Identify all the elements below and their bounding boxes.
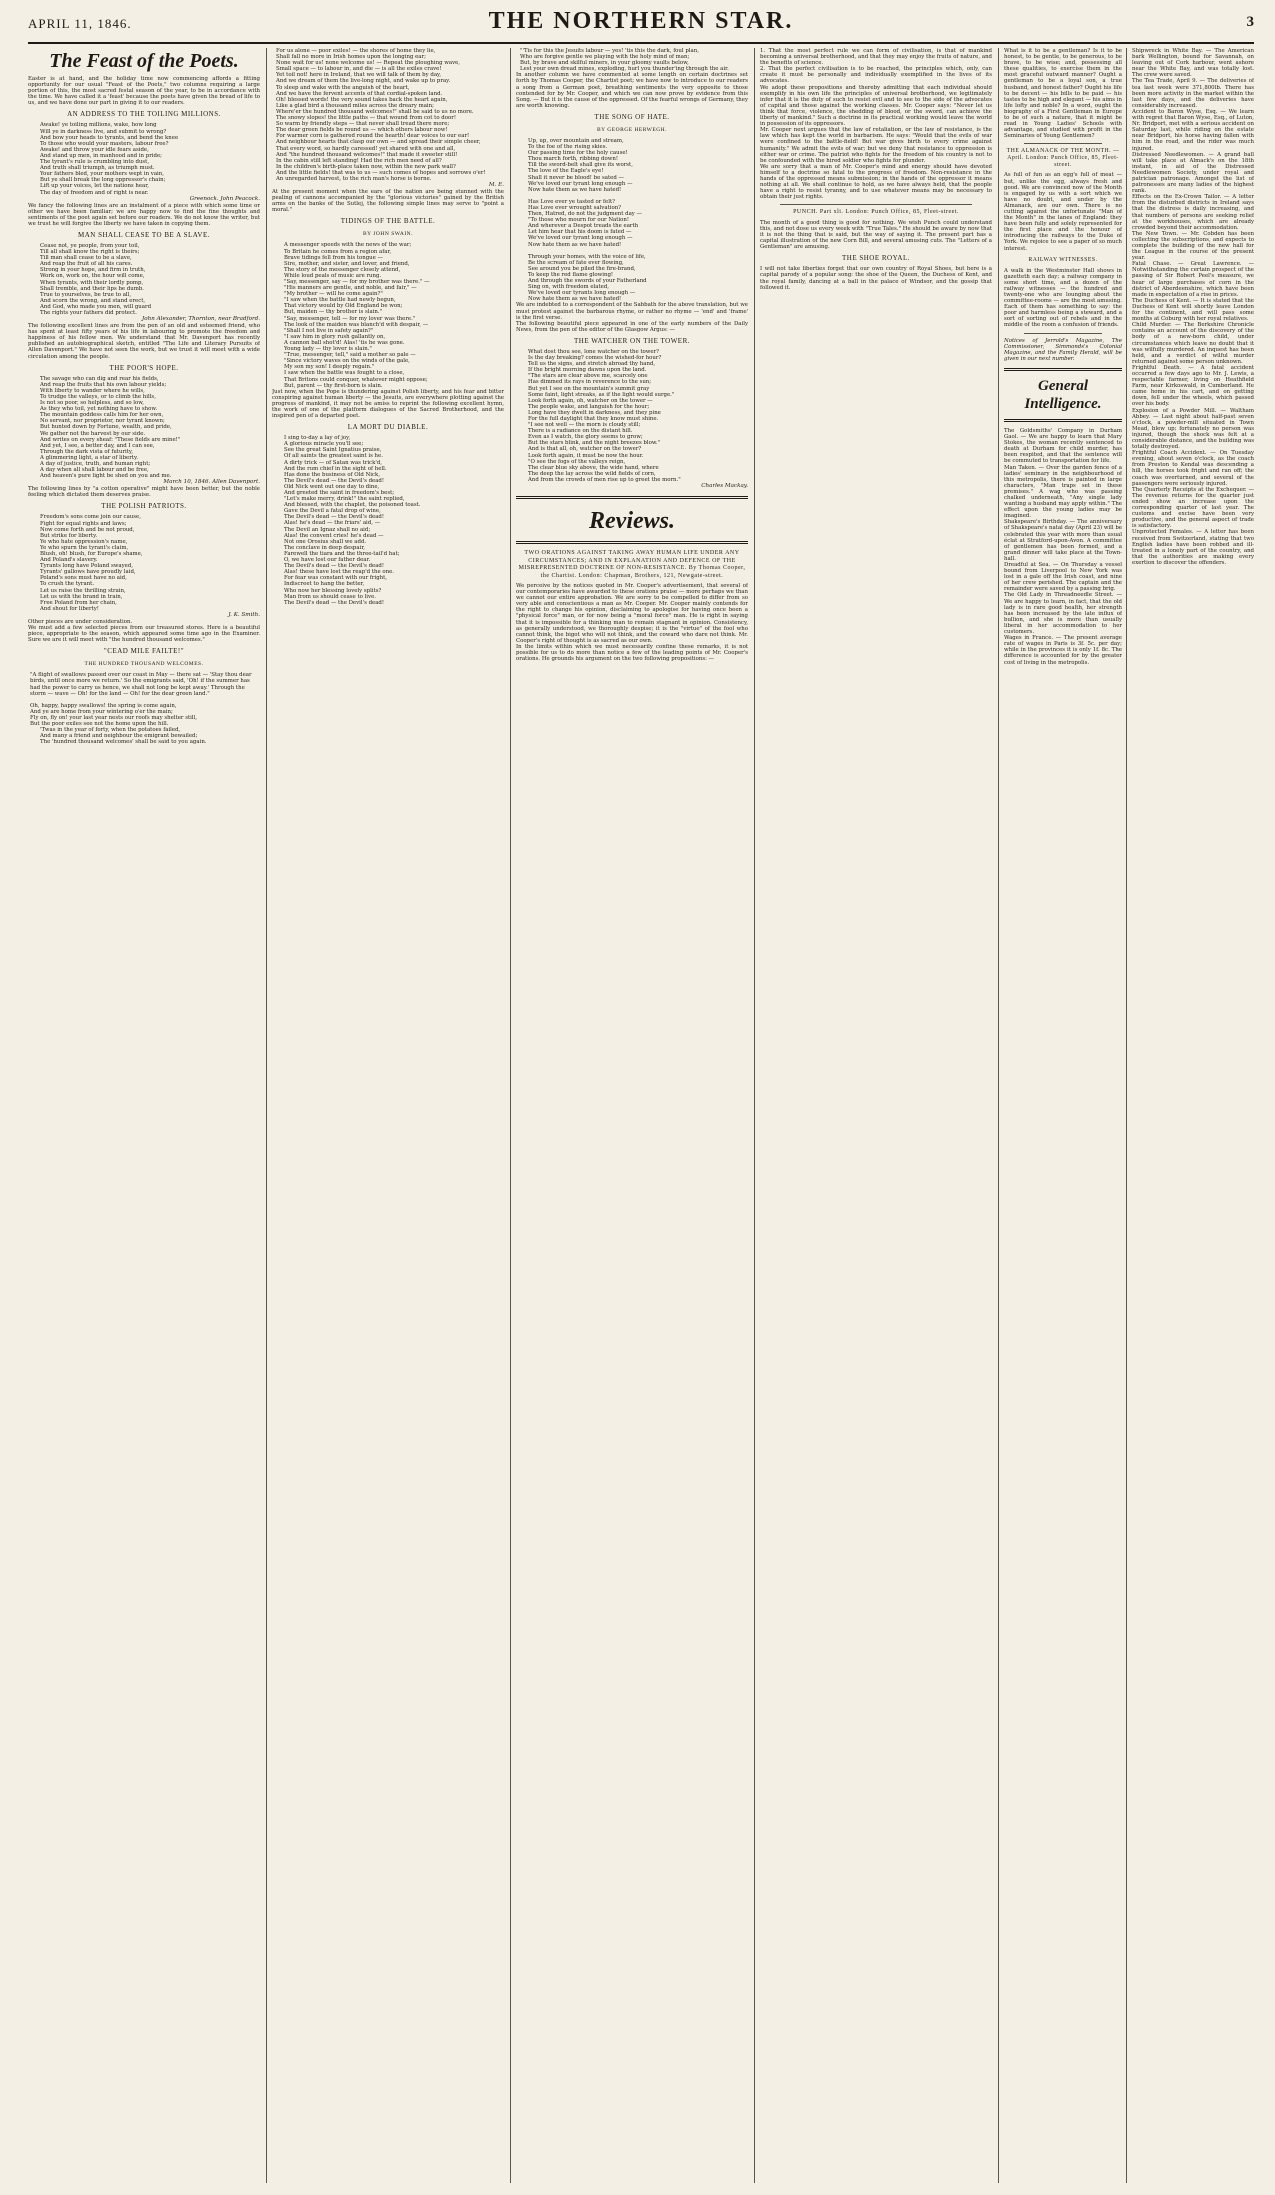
review-title: PUNCH. Part xli. London: Punch Office, 85, Fleet-street. bbox=[793, 209, 959, 216]
review-paragraph: The month of a good thing is good for nothing. We wish Punch could understand this, and not dose us every week with "True Tales." He should be aware by now that it is not the thing that is said, but the way of saying it. The present part has a capital illustration of the new Corn Bill, and several amusing cuts. The "Letters of a Gentleman" are amusing. bbox=[760, 219, 992, 251]
poem-title: LA MORT DU DIABLE. bbox=[347, 423, 429, 432]
poem-text: Up, up, over mountain and stream, To the foe of the rising skies. Our passing time for the holy cause! Thou march forth, ribbing down! Till the sword-belt shall give its worst, The love of the Eagle's eye! Shall it never be blood! be sated — We've loved our tyrant long enough — Now hate them as we have hated! Has Love ever ye tasted or felt? Has Love ever wrought salvation? Then, Hatred, do not the judgment day — "To those who mourn for our Nation! And wherever a Despot treads the earth Let him hear that his doom is fated — We've loved our tyrant long enough — Now hate them as we have hated! Through your homes, with the voice of life, Be the scream of fate ever flowing, See around you be piled the fire-brand, To keep the red flame glowing! And through the swords of your Fatherland Sing on, with freedom elated, We've loved our tyrants long enough — Now hate them as we have hated! bbox=[528, 137, 647, 303]
notice-paragraph: Notices of Jerrold's Magazine, The Commissioner, Simmonds's Colonial Magazine, and the Family Herald, will be given in our next number. bbox=[1004, 337, 1122, 362]
section-heading-feast-of-poets: The Feast of the Poets. bbox=[49, 50, 239, 72]
editorial-paragraph: At the present moment when the ears of the nation are being stunned with the pealing of cannons accompanied by the "glorious victories" gained by the British arms on the banks of the Sutlej, the following simple lines may serve to "point a moral." bbox=[272, 189, 504, 214]
poem-signature: John Alexander, Thornton, near Bradford. bbox=[142, 316, 260, 323]
news-item: The New Town. — Mr. Cobden has been collecting the subscriptions, and expects to complete the building of the new hall for the League in the course of the present year. bbox=[1132, 230, 1254, 262]
news-item: Accident to Baron Wyse, Esq. — We learn with regret that Baron Wyse, Esq., of Luton, Nr. Bridport, met with a serious accident on Saturday last, while riding on the estate near Bridport, his horse having fallen with him in the road, and the rider was much injured. bbox=[1132, 108, 1254, 152]
editorial-paragraph: In another column we have commented at some length on certain doctrines set forth by Thomas Cooper, the Chartist poet; we have now to introduce to our readers a song from a German poet, breathing sentiments the very opposite to those contended for by Mr. Cooper, and which we can now prove by evidence from this Song. — But it is the cause of the oppressed. Of the fearful wrongs of Germany, they are worth knowing. bbox=[516, 72, 748, 109]
news-item: Child Murder. — The Berkshire Chronicle contains an account of the discovery of the body of a new-born child, under circumstances which leave no doubt that it was wilfully murdered. An inquest has been held, and a verdict of wilful murder returned against some person unknown. bbox=[1132, 322, 1254, 365]
editorial-paragraph: The following excellent lines are from the pen of an old and esteemed friend, who has spent at least fifty years of his life in labouring to promote the freedom and happiness of his fellow men. We understand that Mr. Davenport has recently published an autobiographical sketch, entitled "The Life and Literary Pursuits of Allen Davenport." We have not seen the work, but we trust it will meet with a wide circulation among the people. bbox=[28, 323, 260, 360]
poem-subtitle: BY JOHN SWAIN. bbox=[362, 231, 414, 238]
section-heading-general-intelligence: General Intelligence. bbox=[1024, 377, 1102, 412]
news-item: Unprotected Females. — A letter has been received from Switzerland, stating that two English ladies have been robbed and ill-treated in a lonely part of the country, and that the authorities are making every exertion to discover the offenders. bbox=[1132, 529, 1254, 566]
feast-intro: Easter is at hand, and the holiday time now commencing affords a fitting opportunity for our usual "Feast of the Poets," two columns requiring a large portion of this, the most sacred festal season of the year, to be in accordance with the time. We have called it a 'feast' because the poets have given the bread of life to us, and we have done our part in giving it to our readers. bbox=[28, 76, 260, 107]
column-3 bbox=[516, 48, 748, 2180]
editorial-paragraph: Just now, when the Pope is thundering against Polish liberty, and his fear and bitter conspiring against human liberty — the Jesuits, are everywhere plotting against the progress of mankind, it may not be amiss to reprint the following excellent hymn, the work of one of the platform dialogues of the Sacred Brotherhood, and the inspired pen of a departed poet. bbox=[272, 388, 504, 420]
news-item: Effects on the Ex-Crown Tailor. — A letter from the disturbed districts in Ireland says that the distress is daily increasing, and that numbers of persons are seeking relief at the workhouses, which are already crowded beyond their accommodation. bbox=[1132, 194, 1254, 231]
masthead-rule bbox=[28, 42, 1254, 44]
poem-text: "'Tis for this the Jesuits labour — yes! 'tis this the dark, foul plan, Who are forgive gentle we playing with the holy mind of man; But, by brave and skilful miners, in your gloomy vaults below, Lest your own dread mines, exploding, hurl you thunder'ing through the air. bbox=[520, 48, 729, 73]
review-paragraph: In the limits within which we must necessarily confine these remarks, it is not possible for us to do more than notice a few of the leading points of Mr. Cooper's orations. He grounds his argument on the two following propositions: — bbox=[516, 643, 748, 663]
poem-signature: Charles Mackay. bbox=[701, 483, 748, 489]
section-rule bbox=[1004, 419, 1122, 422]
news-item: The Goldsmiths' Company in Durham Gaol. — We are happy to learn that Mary Stokes, the woman recently sentenced to death at Durham for child murder, has been respited, and that the sentence will be commuted to transportation for life. bbox=[1004, 427, 1122, 465]
column-6 bbox=[1132, 48, 1254, 2180]
poem-title: TIDINGS OF THE BATTLE. bbox=[340, 217, 436, 226]
editorial-paragraph: We are indebted to a correspondent of the Sabbath for the above translation, but we must protest against the barbarous rhyme, or rather no rhyme — 'end' and 'frame' is the first verse. bbox=[516, 302, 748, 321]
poem-text: Cease not, ye people, from your toil, Till all shall know the right is theirs; Till man shall cease to be a slave, And reap the fruit of all his cares. Strong in your hope, and firm in truth, Work on, work on, the hour will come, When tyrants, with their lordly pomp, Shall tremble, and their lips be dumb. True to yourselves, be true to all, And scorn the wrong, and stand erect, And God, who made you men, will guard The rights your fathers did protect. bbox=[40, 242, 152, 316]
poem-signature: M. E. bbox=[488, 182, 504, 189]
review-title: RAILWAY WITNESSES. bbox=[1028, 256, 1098, 263]
poem-subtitle: THE HUNDRED THOUSAND WELCOMES. bbox=[84, 661, 204, 668]
poem-text: "A flight of swallows passed over our coast in May — there sat — 'Stay thou dear birds, until once more we return.' So the emigrants said, 'Oh! if the summer has had the power to carry us hence, we shall not long be kept away.' Through the storm — wave — Oh! for the land — Oh! for the dear green land." Oh, happy, happy swallows! the spring is come again, And ye are home from your wintering o'er the main; Fly on, fly on! your last year nests our roofs may shelter still, But the poor exiles see not the home upon the hill. bbox=[30, 672, 252, 728]
poem-title: THE SONG OF HATE. bbox=[594, 112, 670, 121]
news-item: Distressed Needlewomen. — A grand ball will take place at Almack's on the 18th instant, in aid of the Distressed Needlewomen Society, under royal and patrician patronage. Amongst the list of patronesses are many ladies of the highest rank. bbox=[1132, 151, 1254, 195]
review-paragraph: I will not take liberties forget that our own country of Royal Shoes, but here is a capital parody of a popular song: the shoe of the Queen, the Duchess of Kent, and the royal family, dancing at a ball in the palace of Windsor, and the gossip that followed it. bbox=[760, 266, 992, 291]
news-item: Shakspeare's Birthday. — The anniversary of Shakspeare's natal day (April 23) will be celebrated this year with more than usual éclat at Stratford-upon-Avon. A committee of gentlemen has been formed, and a grand dinner will take place at the Town-hall. bbox=[1004, 519, 1122, 562]
news-item: The Old Lady in Threadneedle Street. — We are happy to learn, in fact, that the old lady is in rare good health, her strength has been increased by the late influx of bullion, and she is more than usually liberal in her accommodation to her customers. bbox=[1004, 592, 1122, 636]
review-paragraph: We perceive by the notices quoted in Mr. Cooper's advertisement, that several of our contemporaries have awarded to these orations praise — more perhaps we than we cannot our entire approbation. We are sorry to be compelled to differ from so very able and conscientious a man as Mr. Cooper. Mr. Cooper mainly contends for the right to change his opinion, disclaiming to apologise for having once been a "physical force" man, or for now being a "moral force" man. He is right in saying that it is impossible for a thinking man to remain stagnant in opinion. Consistency, as generally understood, we thoroughly despise; it is the "virtue" of the fool who cannot think, the bigot who will not think, and the coward who dare not think. Mr. Cooper's right of thought is as sacred as our own. bbox=[516, 583, 748, 644]
column-divider bbox=[998, 48, 999, 2183]
editorial-paragraph: Other pieces are under consideration. bbox=[28, 618, 133, 625]
masthead bbox=[28, 8, 1254, 38]
divider bbox=[1024, 333, 1102, 334]
news-item: Wages in France. — The present average rate of wages in Paris is 3f. 5c. per day; while in the provinces it is only 1f. 8c. The difference is accounted for by the greater cost of living in the metropolis. bbox=[1004, 635, 1122, 666]
news-item: Frightful Death. — A fatal accident occurred a few days ago to Mr. J. Lewis, a respectable farmer, living on Heathfield Farm, near Kirkoswald, in Cumberland. He came home in his cart, and on getting down, fell under the wheels, which passed over his body. bbox=[1132, 364, 1254, 408]
poem-title: THE WATCHER ON THE TOWER. bbox=[573, 336, 690, 345]
poem-title: THE POOR'S HOPE. bbox=[109, 363, 179, 372]
column-divider bbox=[510, 48, 511, 2183]
news-item: Explosion of a Powder Mill. — Waltham Abbey. — Last night about half-past seven o'clock, a powder-mill situated in Town Mead, blew up; fortunately no person was injured, though the shock was felt at a considerable distance, and the building was totally destroyed. bbox=[1132, 407, 1254, 451]
issue-date: APRIL 11, 1846. bbox=[28, 16, 132, 31]
review-paragraph: A walk in the Westminster Hall shows in gazetteth each day; a railway company in some short time, and a dozen of the railway witnesses — the hundred and twenty-one who are lounging about the committee-rooms — are the most amusing. Each of them has something to say: the poor and harmless being a steward, and a sort of sorting out of rebels and in the middle of the room a confusion of friends. bbox=[1004, 267, 1122, 329]
editorial-paragraph: We fancy the following lines are an instalment of a piece with which some time or other we have been familiar; we are happy now to find the fine thoughts and sentiments of the poet again set before our readers. We do not know the writer, but we trust he will forgive the liberty we have taken in copying them. bbox=[28, 202, 260, 227]
review-paragraph: We are sorry that a man of Mr. Cooper's mind and energy should have devoted himself to a doctrine so fatal to the progress of freedom. Non-resistance in the hands of the oppressed means submission; in the hands of the oppressor it means nothing at all. We shall continue to hold, as we have always held, that the people have a right to resist tyranny, and to use whatever means may be necessary to obtain their just rights. bbox=[760, 163, 992, 201]
poem-title: THE POLISH PATRIOTS. bbox=[101, 502, 187, 511]
news-item: The Quarterly Receipts at the Exchequer. — The revenue returns for the quarter just ended show an increase upon the corresponding quarter of last year. The customs and excise have been very productive, and the general aspect of trade is satisfactory. bbox=[1132, 486, 1254, 530]
column-5 bbox=[1004, 48, 1122, 2180]
poem-subtitle: BY GEORGE HERWEGH. bbox=[596, 126, 668, 133]
editorial-paragraph: The following beautiful piece appeared in one of the early numbers of the Daily News, from the pen of the editor of the Glasgow Argus: — bbox=[516, 320, 748, 333]
review-paragraph: 2. That the perfect civilisation is to be reached, the principles which, only, can create it must be personally and individually exemplified in the lives of its advocates. bbox=[760, 66, 992, 85]
poem-text: A messenger speeds with the news of the war; To Britain he comes from a region afar, Brave tidings fell from his tongue — Sire, mother, and sister, and lover, and friend, The story of the messenger closely attend, While loud peals of music are rung. "Say, messenger, say — for my brother was there." — "His manners are gentle, and noble, and fair," — "My brother — will he come again?" "I saw when the battle had newly begun, That victory would by Old England be won; But, maiden — thy brother is slain." "Say, messenger, tell — for my lover was there." The look of the maiden was blanch'd with despair, — "Shall I not live in safety again?" "I saw him in glory rush gallantly on, A cannon ball shot'd! Alas! 'tis he was gone. Young lady — thy lover is slain." "True, messenger, tell," said a mother so pale — "Since victory waves on the winds of the gale, My son my son! I deeply regain." I saw when the battle was fought to a close, That Britons could conquer, whatever might oppose; But, parent — thy first-born is slain. bbox=[284, 242, 430, 389]
news-item: Fatal Chase. — Great Lawrence. — Notwithstanding the certain prospect of the passing of Sir Robert Peel's measure, we hear of large purchases of corn in the district of Aberdeenshire, which have been made in expectation of a rise in prices. bbox=[1132, 261, 1254, 298]
review-title: THE SHOE ROYAL. bbox=[842, 254, 910, 263]
news-item: Frightful Coach Accident. — On Tuesday evening, about seven o'clock, as the coach from Preston to Kendal was descending a hill, the horses took fright and ran off; the coach was overturned, and several of the passengers were seriously injured. bbox=[1132, 450, 1254, 487]
column-divider bbox=[754, 48, 755, 2183]
section-heading-reviews: Reviews. bbox=[589, 508, 675, 534]
review-paragraph: As full of fun as an egg's full of meat — but, unlike the egg, always fresh and good. We are convinced now of the Month is engaged by us with a sort which we have no doubt, and under by the Almanack, are our own. There is no cutting against the unfortunate "Man of the Month" in the lanes of England: they have been fully and solely represented for the first place and the honour of introducing the railways to the Duke of York. We rejoice to see a paper of so much interest. bbox=[1004, 172, 1122, 252]
newspaper-title: THE NORTHERN STAR. bbox=[488, 8, 794, 34]
poem-text: I sing to-day a lay of joy, A glorious miracle you'll see; See the great Saint Ignatius praise, Of all saints the greatest saint is he. A dirty trick — of Satan was trick'd, And the rum chief in the sight of hell. Has done the business of Old Nick, The Devil's dead — the Devil's dead! Old Nick went out one day to dine, And greeted the saint in freedom's best; "Let's make merry, drink!" the saint replied, And blessed, with the chaplet, the poisoned toast. Gave the Devil a fatal drop of wine, The Devil's dead — the Devil's dead! Alas! he's dead — the friars' aid, — The Devil an Ignaz shall no aid; Alas! the convent cries! he's dead — Not one Orosius shall we add. The conclave in deep despair, Farewell the tiara and the three-tail'd hat; O, we have lost our father dear. The Devil's dead — the Devil's dead! Alas! these have lost the reap'd the one. For fear was constant with our fright, Indiscreet to hang the better, Who now her blessing lovely splits? Man from us should cease to live. The Devil's dead — the Devil's dead! bbox=[284, 435, 421, 606]
divider bbox=[780, 204, 972, 205]
poem-text: 'Twas in the year of forty, when the potatoes failed, And many a friend and neighbour the emigrant bewailed; The 'hundred thousand welcomes' shall be said to you again. bbox=[40, 727, 207, 746]
column-2 bbox=[272, 48, 504, 2180]
section-rule bbox=[516, 541, 748, 544]
review-paragraph: What is it to be a gentleman? Is it to be honest, to be gentle, to be generous, to be brave, to be wise; and, possessing all these qualities, to exercise them in the most graceful outward manner? Ought a gentleman to be a loyal son, a true husband, and honest father? Ought his life to be decent — his bills to be paid — his tastes to be high and elegant — his aims in life lofty and noble? In a word, ought the biography of a First Gentleman in Europe to be of such a nature, that it might be read in Young Ladies' Schools with advantage, and studied with profit in the Seminaries of Young Gentlemen? bbox=[1004, 48, 1122, 140]
review-paragraph: We adopt these propositions and thereby admitting that each individual should exemplify in his own life the principles of universal brotherhood, we legitimately infer that it is the duty of such to resist evil and to see to the side of the advocates of capital and those against the working classes. Mr. Cooper says: "Never let us think that force, violence, the shedding of blood, or the sword, can achieve the liberty of mankind." Such a doctrine in its practical working would leave the world in possession of its oppressors. bbox=[760, 84, 992, 128]
editorial-paragraph: The following lines by "a cotton operative" might have been better, but the noble feeling which dictated them deserves praise. bbox=[28, 486, 260, 499]
poem-text: For us alone — poor exiles! — the shores of home they lie, Shall fall no more in Irish homes upon the longing ear; None wait for us! none welcome us! — Repeat the ploughing wave, Small space — to labour in, and die — is all the exiles crave! Yet toil not! here in Ireland, that we will talk of them by day, And we dream of them the live-long night, and wake up to pray. To sleep and wake with the anguish of the heart, And we have the fervent accents of that cordial-spoken land. Oh! blessed words! the very sound takes back the heart again, Like a glad bird a thousand miles across the dreary main; Where'er the hundred thousand welcomes!" shall be said to us no more. bbox=[276, 48, 474, 115]
editorial-paragraph: We must add a few selected pieces from our treasured stores. Here is a beautiful piece, appropriate to the season, which appeared some time ago in the Examiner. Sure we are it will meet with "the hundred thousand welcomes." bbox=[28, 625, 260, 644]
news-item: Dreadful at Sea. — On Thursday a vessel bound from Liverpool to New York was lost in a gale off the Irish coast, and nine of her crew perished. The captain and the remainder were saved by a passing brig. bbox=[1004, 562, 1122, 593]
poem-signature: March 10, 1846. Allen Davenport. bbox=[163, 479, 260, 486]
poem-text: Freedom's sons come join our cause, Fight for equal rights and laws; Now come forth and be not proud, But strike for liberty. Ye who hate oppression's name, Ye who spurn the tyrant's claim, Blush, oh! blush, for Europe's shame, And Poland's slavery. Tyrants long have Poland swayed, Tyrants' gallows have proudly laid, Poland's sons must have no aid, To crush the tyrant. Let us raise the thrilling strain, Let us with the brand in train, Free Poland from her chain, And shout for liberty! bbox=[40, 514, 143, 612]
poem-title: AN ADDRESS TO THE TOILING MILLIONS. bbox=[67, 110, 221, 119]
poem-title: "CEAD MILE FAILTE!" bbox=[103, 647, 185, 656]
review-title: TWO ORATIONS AGAINST TAKING AWAY HUMAN LIFE UNDER ANY CIRCUMSTANCES; AND IN EXPLANATION AND DEFENCE OF THE MISREPRESENTED DOCTRINE OF NON-RESISTANCE. By Thomas Cooper, the Chartist. London: Chapman, Brothers, 121, Newgate-street. bbox=[518, 550, 746, 579]
review-title: THE ALMANACK OF THE MONTH. — April. London: Punch Office, 85, Fleet-street. bbox=[1006, 148, 1120, 169]
news-item: The Duchess of Kent. — It is stated that the Duchess of Kent will shortly leave London for the continent, and will pass some months at Coburg with her royal relatives. bbox=[1132, 297, 1254, 323]
news-item: Man Taken. — Over the garden fence of a ladies' seminary in the neighbourhood of this metropolis, there is painted in large characters, "Man traps set in these premises." A wag who was passing chalked underneath, "Any single lady wanting a husband may apply within." The effect upon the young ladies may be imagined. bbox=[1004, 464, 1122, 520]
poem-text: The savage who can dig and rear his fields, And reap the fruits that his own labour yields; With liberty to wander where he wills, To trudge the valleys, or to climb the hills, Is not so poor, so helpless, and so low, As they who toil, yet nothing have to show. The mountain goddess calls him for her own, No servant, nor proprietor, nor tyrant known; But hunted down by Fortune, wealth, and pride, We gather not the harvest by our side. And writes on every sheaf: "These fields are mine!" And yet, I see, a better day, and I can see, Through the dark vista of futurity, A glimmering light, a star of liberty. A day of justice, truth, and human right; A day when all shall labour and be free, And heaven's pure light be shed on you and me. bbox=[40, 375, 181, 480]
column-4 bbox=[760, 48, 992, 2180]
section-rule bbox=[516, 496, 748, 499]
poem-signature: Greenock. John Peacock. bbox=[189, 195, 260, 202]
review-paragraph: 1. That the most perfect rule we can form of civilisation, is that of mankind becoming a universal brotherhood, and that they may enjoy the fruits of nature, and the benefits of science. bbox=[760, 48, 992, 67]
poem-text: What dost thou see, lone watcher on the tower? Is the day breaking? comes the wished-for hour? Tell us the signs, and stretch abroad thy hand, If the bright morning dawns upon the land. "The stars are clear above me, scarcely one Has dimmed its rays in reverence to the sun; But yet I see on the mountain's summit gray Some faint, light streaks, as if the light would surge." Look forth again, oh, watcher on the tower — The people wake, and languish for the hour; Long have they dwelt in darkness, and they pine For the full daylight that they know must shine. "I see not well — the morn is cloudy still; There is a radiance on the distant hill. Even as I watch, the glory seems to grow; But the stars blink, and the night breezes blow." And is that all, oh, watcher on the tower? Look forth again, it must be now the hour. "O see the fogs of the valleys reign, The clear blue sky above, the wide hand, where The deep the lay across the wild fields of corn, And from the crowds of men rise up to greet the morn." bbox=[528, 348, 681, 483]
page-number: 3 bbox=[1246, 14, 1254, 30]
poem-text: Awake! ye toiling millions, wake, how long Will ye in darkness live, and submit to wrong? And bow your heads to tyrants, and bend the knee To those who would your masters, labour free? Awake! and throw your idle fears aside, And stand up men, in manhood and in pride; The tyrant's rule is crumbling into dust, And truth shall triumph, as triumph must. Your fathers bled, your mothers wept in vain, But ye shall break the long oppressor's chain; Lift up your voices, let the nations hear, The day of freedom and of right is near. bbox=[40, 122, 179, 196]
news-item: The Tea Trade, April 9. — The deliveries of tea last week were 371,800lb. There has been more activity in the market within the last few days, and the deliveries have considerably increased. bbox=[1132, 78, 1254, 109]
divider bbox=[1024, 143, 1102, 144]
poem-title: MAN SHALL CEASE TO BE A SLAVE. bbox=[77, 230, 210, 239]
review-paragraph: Mr. Cooper next argues that the law of retaliation, or the law of resistance, is the law which has kept the world in barbarism. He says: "Would that the evils of war were confined to the battle-field! But war gives birth to every crime against humanity." We admit the evils of war; but we deny that resistance to oppression is either war or crime. The patriot who fights for the freedom of his country is not to be confounded with the hired soldier who fights for plunder. bbox=[760, 127, 992, 164]
section-rule bbox=[1004, 368, 1122, 371]
news-item: Shipwreck in White Bay. — The American bark Wellington, bound for Savannah, on leaving out of Cork harbour, went ashore near the White Bay, and was totally lost. The crew were saved. bbox=[1132, 48, 1254, 79]
poem-text: The snowy slopes! the little paths — that wound from cot to door! So warm by friendly steps — that never shall tread there more; The dear green fields be round us — which others labour now! For warmer corn is gathered round the hearth! dear voices to our ear! And neighbour hearts that clasp our own — and spread their simple cheer, That every word, so hardly caressed! yet shared with one and all, And "the hundred thousand welcomes!" that made it sweeter still! In the cabin still left standing! Had the rich men need of all? In the children's birth-place taken now, within the new park wall? And the little fields! that was to us — such comes of hopes and sorrows o'er! An unregarded harvest, to the rich man's horse is borne. bbox=[276, 115, 486, 182]
poem-signature: J. K. Smith. bbox=[228, 611, 260, 618]
column-divider bbox=[1126, 48, 1127, 2183]
column-1 bbox=[28, 48, 260, 2180]
column-divider bbox=[266, 48, 267, 2183]
